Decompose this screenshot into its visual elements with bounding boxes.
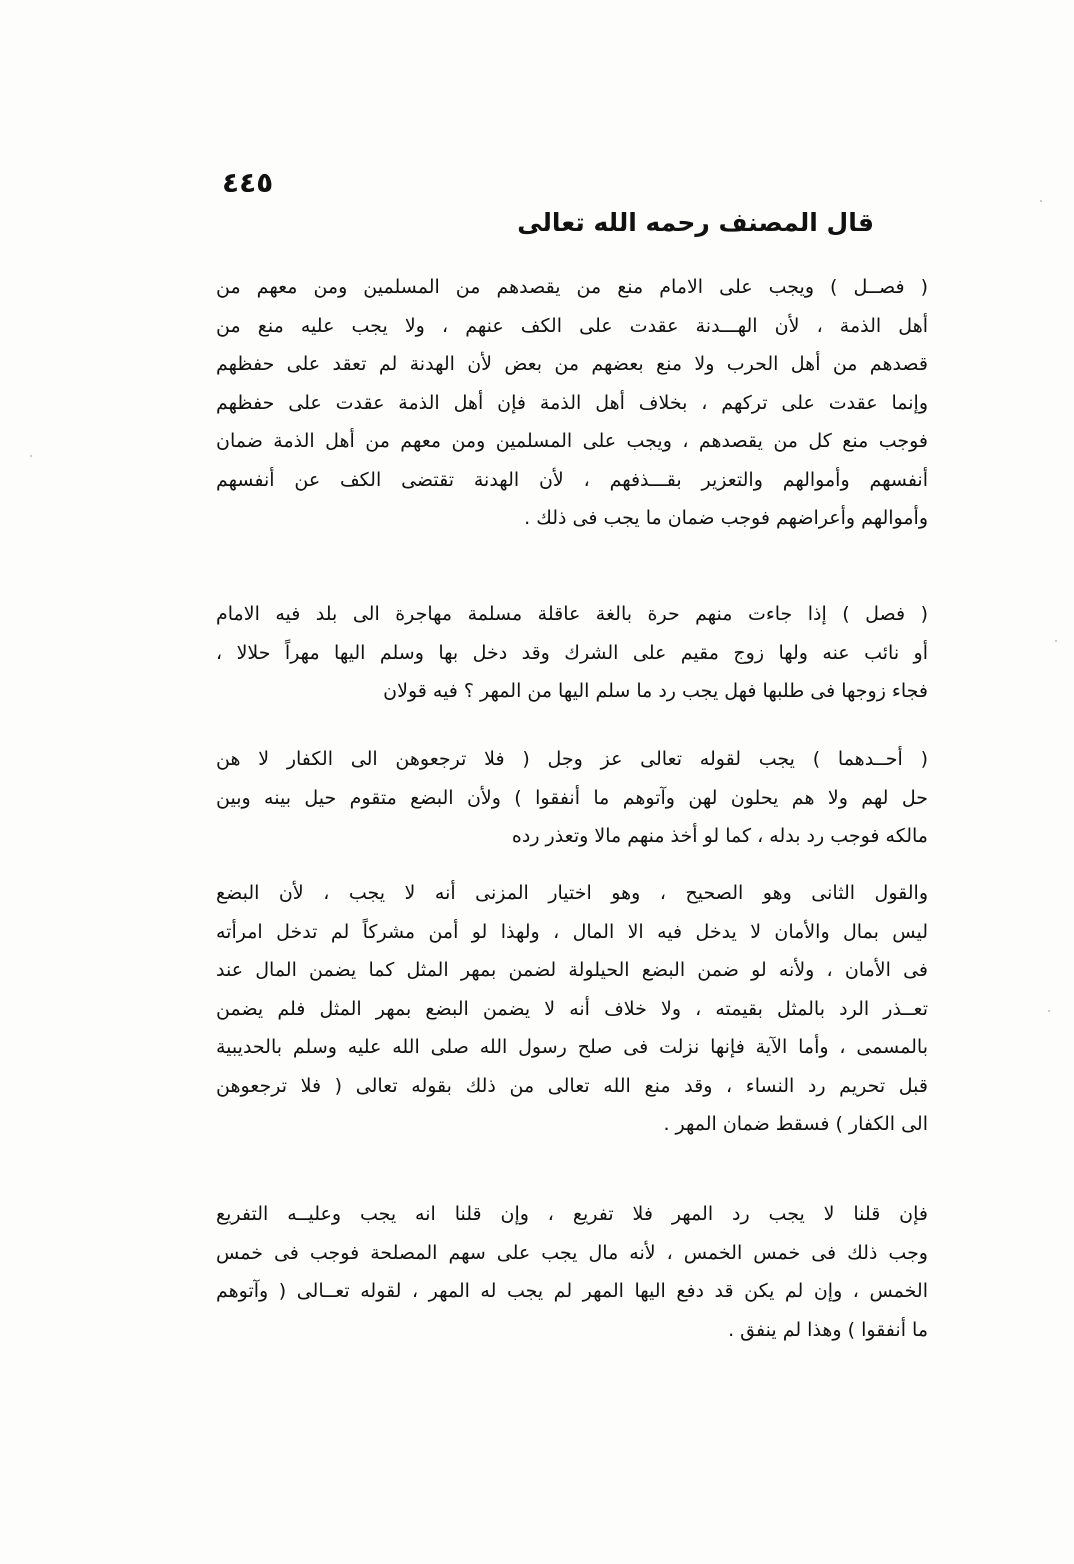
page-number: ٤٤٥ bbox=[222, 166, 274, 199]
text-line: الخمس ، وإن لم يكن قد دفع اليها المهر لم يجب له المهر ، لقوله تعــالى ( وآتوهم bbox=[216, 1280, 928, 1302]
text-line: أهل الذمة ، لأن الهـــدنة عقدت على الكف عنهم ، ولا يجب عليه منع من bbox=[216, 314, 928, 337]
text-line: مالكه فوجب رد بدله ، كما لو أخذ منهم مالا وتعذر رده bbox=[511, 825, 928, 847]
text-line: وأموالهم وأعراضهم فوجب ضمان ما يجب فى ذلك . bbox=[524, 507, 928, 529]
text-line: ما أنفقوا ) وهذا لم ينفق . bbox=[728, 1318, 928, 1341]
scan-speck bbox=[1040, 200, 1042, 202]
text-line: أنفسهم وأموالهم والتعزير بقـــذفهم ، لأن الهدنة تقتضى الكف عن أنفسهم bbox=[216, 468, 928, 491]
text-line: ليس بمال والأمان لا يدخل فيه الا المال ، ولهذا لو أمن مشركاً لم تدخل امرأته bbox=[216, 920, 928, 943]
scan-speck bbox=[30, 455, 32, 457]
text-line: قصدهم من أهل الحرب ولا منع بعضهم من بعض لأن الهدنة لم تعقد على حفظهم bbox=[216, 353, 928, 375]
paragraph-5 bbox=[216, 1195, 928, 1349]
paragraph-1 bbox=[216, 268, 928, 538]
scan-speck bbox=[1048, 1010, 1050, 1012]
paragraph-3 bbox=[216, 740, 928, 856]
paragraph-4 bbox=[216, 874, 928, 1144]
text-line: وجب ذلك فى خمس الخمس ، لأنه مال يجب على سهم المصلحة فوجب فى خمس bbox=[216, 1241, 928, 1264]
section-heading: قال المصنف رحمه الله تعالى bbox=[517, 208, 874, 237]
text-line: فوجب منع كل من يقصدهم ، ويجب على المسلمين ومن معهم من أهل الذمة ضمان bbox=[216, 430, 928, 452]
text-line: فإن قلنا لا يجب رد المهر فلا تفريع ، وإن قلنا انه يجب وعليــه التفريع bbox=[216, 1203, 928, 1225]
text-line: وإنما عقدت على تركهم ، بخلاف أهل الذمة فإن أهل الذمة عقدت على حفظهم bbox=[216, 391, 928, 414]
text-line: ( أحــدهما ) يجب لقوله تعالى عز وجل ( فلا ترجعوهن الى الكفار لا هن bbox=[216, 748, 928, 770]
scan-speck bbox=[1055, 640, 1057, 642]
text-line: بالمسمى ، وأما الآية فإنها نزلت فى صلح رسول الله صلى الله عليه وسلم بالحديبية bbox=[216, 1036, 928, 1058]
text-line: أو نائب عنه ولها زوج مقيم على الشرك وقد دخل بها وسلم اليها مهراً حلالا ، bbox=[216, 641, 928, 664]
text-line: ( فصل ) إذا جاءت منهم حرة بالغة عاقلة مسلمة مهاجرة الى بلد فيه الامام bbox=[216, 603, 928, 625]
text-line: قبل تحريم رد النساء ، وقد منع الله تعالى من ذلك بقوله تعالى ( فلا ترجعوهن bbox=[216, 1074, 928, 1097]
text-line: حل لهم ولا هم يحلون لهن وآتوهم ما أنفقوا ) ولأن البضع متقوم حيل بينه وبين bbox=[216, 786, 928, 809]
text-line: تعــذر الرد بالمثل بقيمته ، ولا خلاف أنه لا يضمن البضع بمهر المثل فلم يضمن bbox=[216, 997, 928, 1020]
text-line: ( فصــل ) ويجب على الامام منع من يقصدهم من المسلمين ومن معهم من bbox=[216, 276, 928, 298]
text-line: والقول الثانى وهو الصحيح ، وهو اختيار المزنى أنه لا يجب ، لأن البضع bbox=[216, 882, 928, 904]
text-line: فجاء زوجها فى طلبها فهل يجب رد ما سلم اليها من المهر ؟ فيه قولان bbox=[383, 680, 928, 702]
text-line: فى الأمان ، ولأنه لو ضمن البضع الحيلولة لضمن بمهر المثل كما يضمن المال عند bbox=[216, 959, 928, 981]
paragraph-2 bbox=[216, 595, 928, 711]
text-line: الى الكفار ) فسقط ضمان المهر . bbox=[663, 1113, 928, 1135]
